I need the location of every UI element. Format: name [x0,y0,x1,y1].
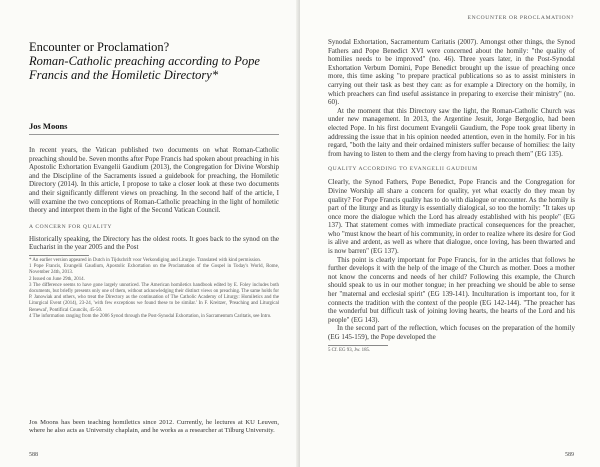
author-rule [29,134,279,135]
author-name: Jos Moons [29,121,68,131]
footnote-right: 5 Cf. EG 93, Jw. 185. [328,347,371,353]
paragraph-3: Clearly, the Synod Fathers, Pope Benedict, Pope Francis and the Congregation for Divine Worship all share a concern for quality, yet what exactly do they mean by quality? For Pope Francis quality has to do with dialogue or encounter. As the homily is part of the liturgy and as liturgy is essentially dialogical, so too the homily: "It takes up once more the dialogue which the Lord has already established with his people" (EG 137). That statement comes with immediate practical consequences for the preacher, who "must know the heart of his community, in order to realize where its desire for God is alive and ardent, as well as where that dialogue, once loving, has been thwarted and is now barren" (EG 137). [328,178,575,256]
running-head: ENCOUNTER OR PROCLAMATION? [467,15,574,21]
author-bio [29,419,279,435]
intro-paragraph: In recent years, the Vatican published two documents on what Roman-Catholic preaching should be. Seven months after Pope Francis had spoken about preaching in his Apostolic Exhortation Evangelii Gaudium (2013), the Congregation for Divine Worship and the Discipline of the Sacraments issued a guidebook for preaching, the Homiletic Directory (2014). In this article, I propose to take a closer look at these two documents and their significantly different views on preaching. In the second half of the article, I will examine the two conceptions of Roman-Catholic preaching in the light of homiletic theory and interpret them in the light of the Second Vatican Council. [29,146,279,215]
footnote-4: 4 The information ranging from the 2006 Synod through the Post-Synodal Exhortation, in Sacramentum Caritatis, see Intro. [29,313,272,319]
article-subtitle: Roman-Catholic preaching according to Pope Francis and the Homiletic Directory* [29,54,260,82]
paragraph-5: In the second part of the reflection, which focuses on the preparation of the homily (EG 145-159), the Pope developed the [328,324,575,341]
footnote-0: * An earlier version appeared in Dutch in Tijdschrift voor Verkondiging and Liturgie. Translated with kind permission. [29,257,262,263]
footnote-2: 2 Issued on June 29th, 2014. [29,276,85,282]
right-body [328,38,575,354]
section-paragraph: Historically speaking, the Directory has the oldest roots. It goes back to the synod on the Eucharist in the year 2005 and the Post [29,234,279,252]
right-page [300,0,600,467]
page-number-right: 589 [565,452,574,458]
article-title [29,40,279,82]
paragraph-2: At the moment that this Directory saw the light, the Roman-Catholic Church was under new management. In 2013, the Argentine Jesuit, Jorge Bergoglio, had been elected Pope. In his first document Evangelii Gaudium, the Pope took great liberty in addressing the issue that in his opinion needed attention, even in the homily. For in his regard, "both the laity and their ordained ministers suffer because of homilies: the laity from having to listen to them and the clergy from having to preach them" (EG 135). [328,106,575,158]
footnote-3: 3 The difference seems to have gone largely unnoticed. The American homiletics handbook edited by E. Foley includes both documents, but briefly presents only one of them, without acknowledging their distinct views on preaching. The same holds for P. Janowiak and others, who treat the Directory as the continuation of The Catholic Academy of Liturgy: Homiletics and the Liturgical Event (2014), 23-24, 'with few exceptions we found these to be similar.' In F. Kreitzer, 'Preaching and Liturgical Renewal', Pontifical Councils, 45-50. [29,282,279,313]
page-number-left: 588 [29,452,38,458]
title-main: Encounter or Proclamation? [29,40,170,54]
section-heading-left: A CONCERN FOR QUALITY [29,223,112,230]
author-bio-text: Jos Moons has been teaching homiletics since 2012. Currently, he lectures at KU Leuven, where he also acts as University chaplain, and he works as a researcher at Tilburg University. [29,419,279,435]
footnote-1: 1 Pope Francis, Evangelii Gaudium, Apostolic Exhortation on the Proclamation of the Gospel in Today's World, Rome, November 24th, 2013. [29,264,279,276]
footnote-rule [29,255,89,256]
paragraph-4: This point is clearly important for Pope Francis, for in the articles that follows he further develops it with the help of the image of the Church as mother. Does a mother not know the concerns and needs of her child? Following this example, the Church should speak to us in our mother tongue; in her preaching we should be able to sense her "maternal and ecclesial spirit" (EG 139-141). Inculturation is important too, for it connects the tradition with the context of the people (EG 142-144). "The preacher has the wonderful but difficult task of joining loving hearts, the hearts of the Lord and his people" (EG 143). [328,255,575,324]
left-body [29,146,279,320]
paragraph-1: Synodal Exhortation, Sacramentum Caritatis (2007). Amongst other things, the Synod Fathers and Pope Benedict XVI were concerned about the homily: "the quality of homilies needs to be improved" (no. 46). Three years later, in the Post-Synodal Exhortation Verbum Domini, Pope Benedict brought up the issue of preaching once more, this time asking "to prepare practical publications so as to assist ministers in carrying out their task as best they can: as for example a Directory on the homily, in which preachers can find useful assistance in preparing to exercise their ministry" (no. 60). [328,38,575,107]
section-heading-right: QUALITY ACCORDING TO EVANGELII GAUDIUM [328,166,478,173]
footnote-rule-right [328,345,388,346]
